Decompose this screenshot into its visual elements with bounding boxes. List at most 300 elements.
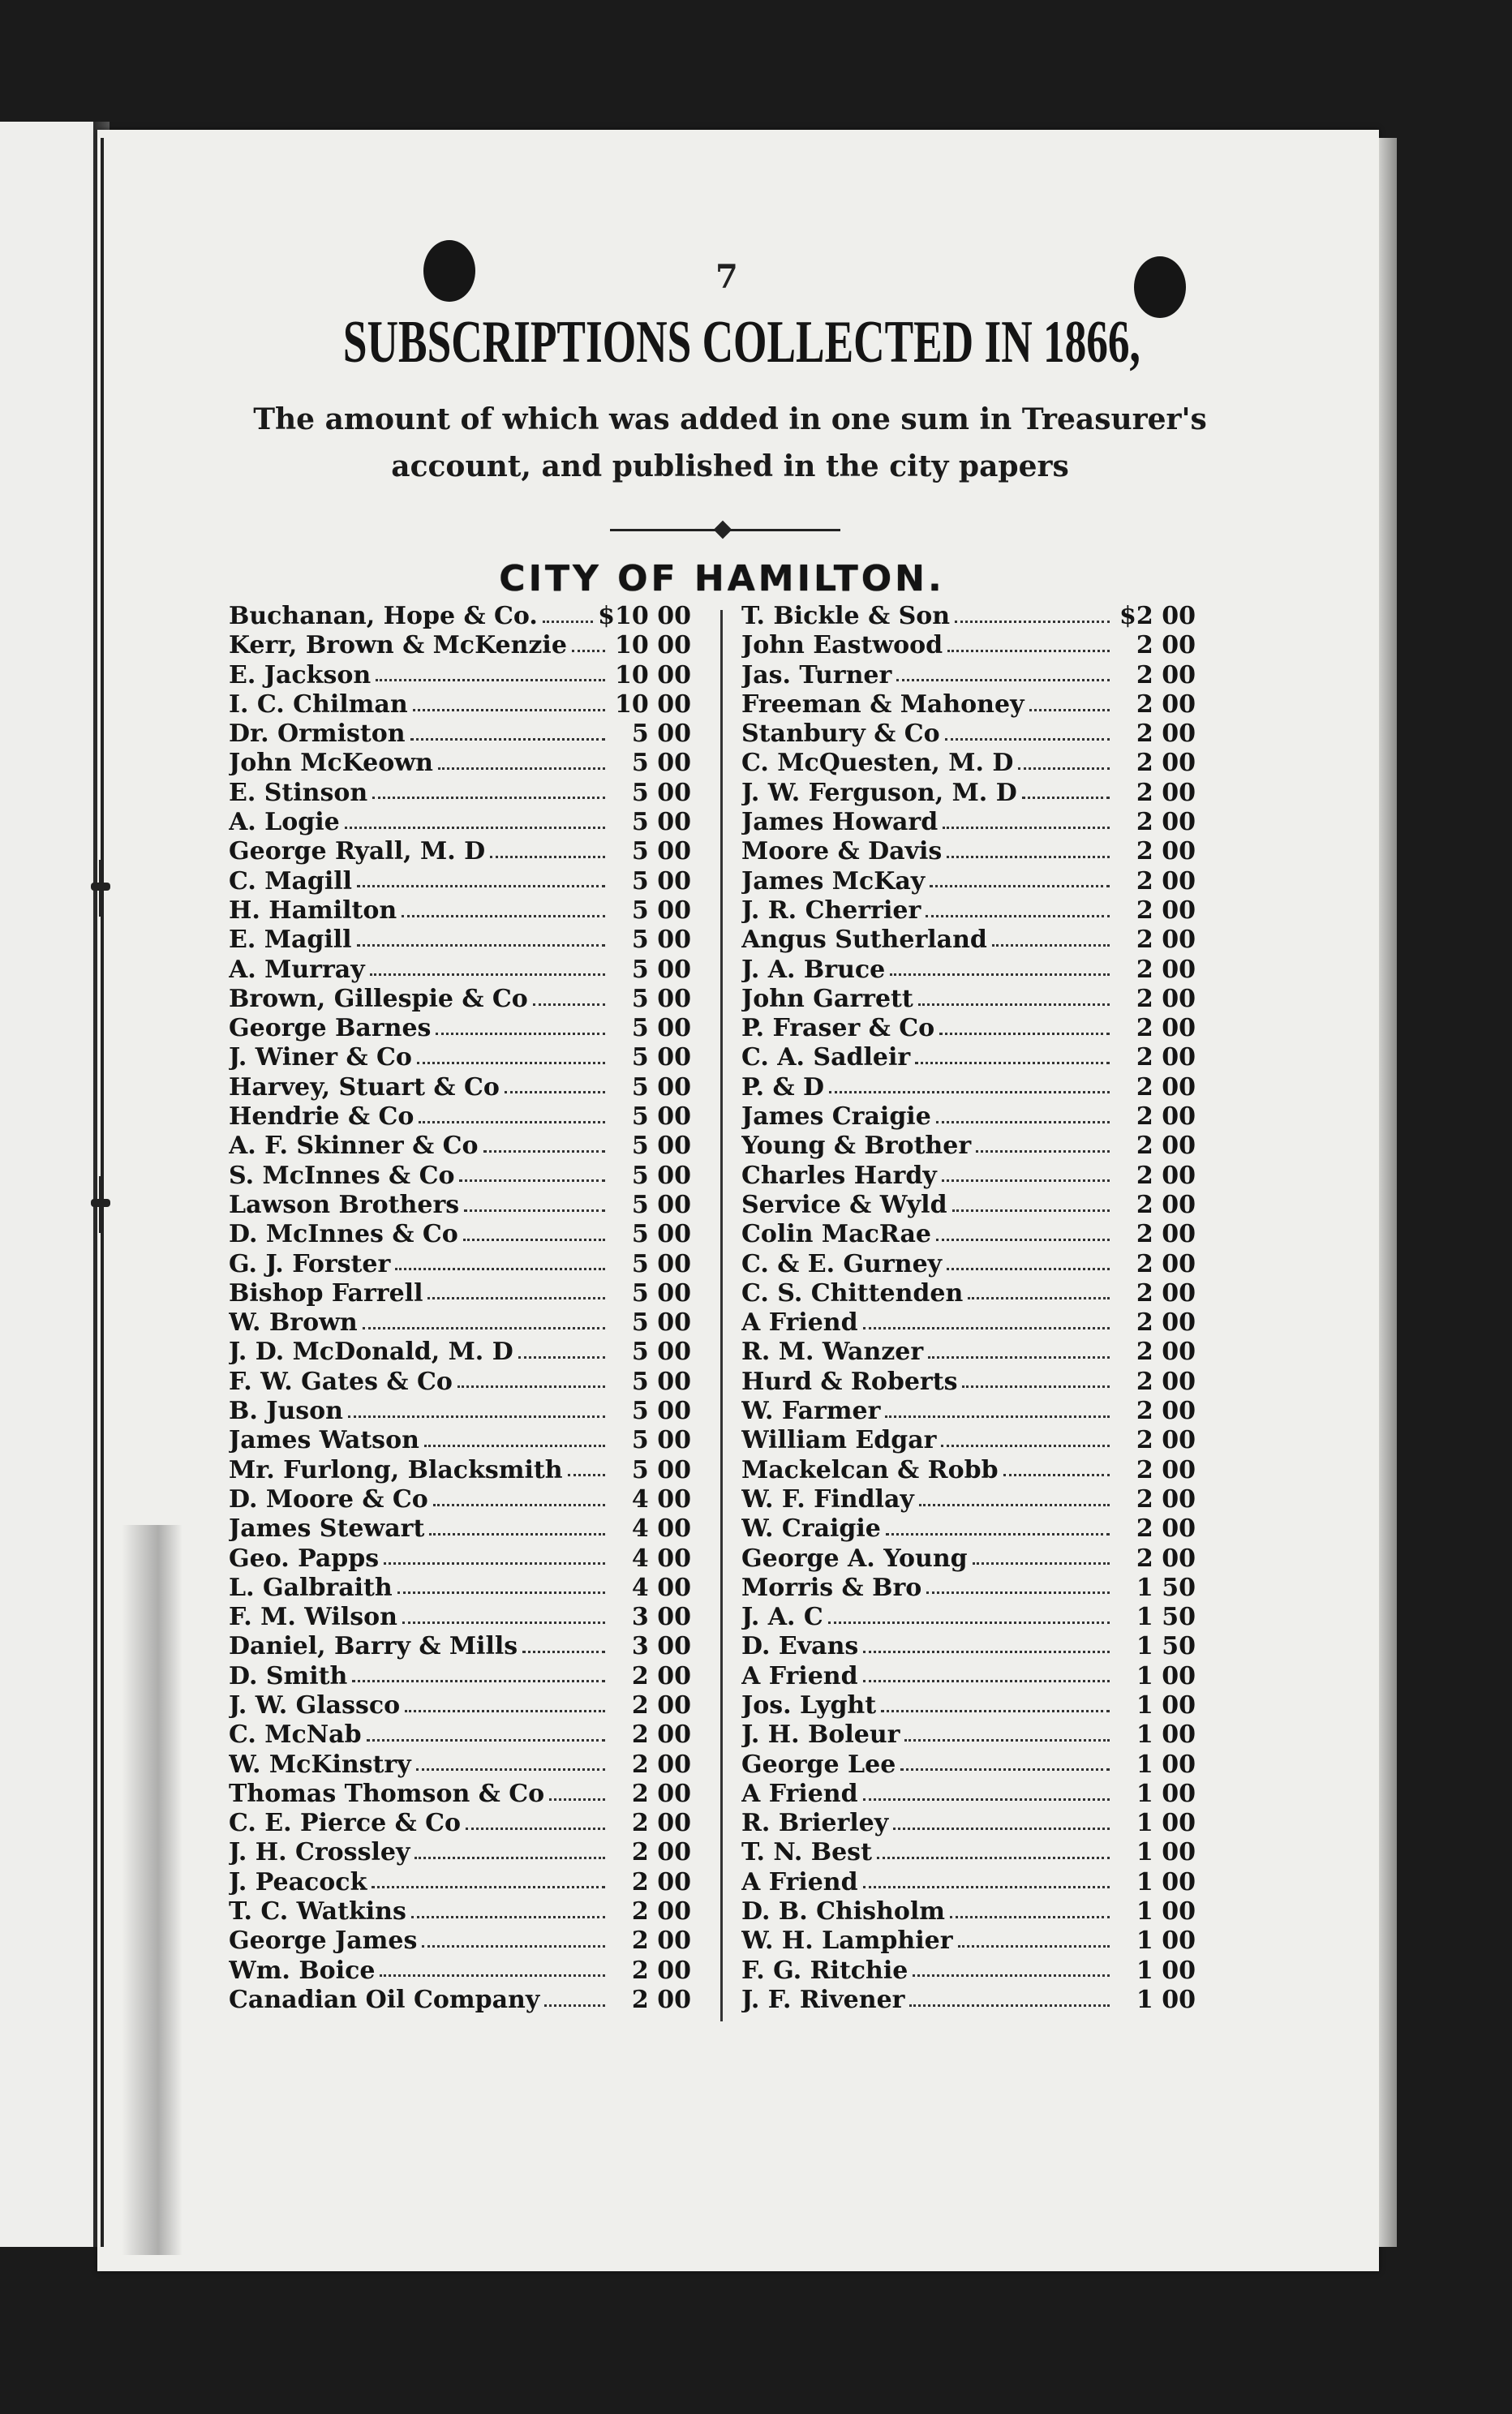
subscription-amount: 1 50	[1136, 1632, 1196, 1661]
subscriber-name: J. Winer & Co	[229, 1043, 412, 1072]
subscriber-name: C. S. Chittenden	[741, 1278, 964, 1308]
subscription-row	[741, 1102, 1196, 1132]
leader-dots	[384, 1553, 605, 1565]
leader-dots	[885, 1406, 1110, 1418]
subscription-amount: 2 00	[1136, 896, 1196, 925]
subscription-amount: 5 00	[631, 984, 691, 1013]
subscription-row	[741, 1308, 1196, 1338]
page-title-text: SUBSCRIPTIONS COLLECTED IN 1866,	[342, 309, 1140, 376]
subscription-row	[229, 1368, 691, 1397]
subscription-amount: 2 00	[1136, 1190, 1196, 1219]
leader-dots	[955, 611, 1110, 623]
subscription-row	[741, 779, 1196, 808]
page-number: 7	[715, 258, 738, 296]
subscriber-name: Service & Wyld	[741, 1190, 947, 1219]
leader-dots	[945, 728, 1110, 741]
subscription-row	[229, 1544, 691, 1574]
leader-dots	[372, 1876, 605, 1888]
subscription-amount: 5 00	[631, 749, 691, 778]
subscription-row	[229, 1220, 691, 1249]
subscription-list-right	[741, 602, 1196, 2015]
leader-dots	[438, 758, 605, 770]
leader-dots	[1018, 758, 1110, 770]
leader-dots	[962, 1376, 1110, 1388]
subscription-amount: 2 00	[1136, 1278, 1196, 1308]
leader-dots	[863, 1670, 1110, 1682]
leader-dots	[943, 817, 1110, 829]
leader-dots	[947, 1258, 1110, 1270]
subscription-row	[229, 1397, 691, 1426]
subscription-amount: 2 00	[1136, 1338, 1196, 1367]
subscription-row	[229, 602, 691, 631]
subscriber-name: J. D. McDonald, M. D	[229, 1338, 513, 1367]
leader-dots	[422, 1935, 605, 1948]
leader-dots	[968, 1287, 1110, 1299]
leader-dots	[395, 1258, 605, 1270]
page-edge	[1379, 138, 1397, 2247]
subscriber-name: James Howard	[741, 808, 939, 837]
subscription-row	[741, 896, 1196, 926]
subscription-amount: 2 00	[1136, 719, 1196, 749]
subscription-amount: 2 00	[631, 1661, 691, 1690]
subscription-amount: 2 00	[1136, 1514, 1196, 1544]
leader-dots	[958, 1935, 1110, 1948]
subscription-amount: 1 00	[1136, 1690, 1196, 1720]
subscription-row	[741, 1926, 1196, 1956]
subscription-amount: 5 00	[631, 808, 691, 837]
subscriber-name: J. A. Bruce	[741, 955, 886, 984]
leader-dots	[345, 817, 605, 829]
subscription-row	[741, 1191, 1196, 1220]
subscription-amount: 2 00	[1136, 1043, 1196, 1072]
subscription-amount: 1 50	[1136, 1603, 1196, 1632]
subscription-amount: 2 00	[1136, 1072, 1196, 1102]
subscription-amount: 3 00	[631, 1603, 691, 1632]
subscription-row	[229, 956, 691, 985]
subscription-row	[741, 956, 1196, 985]
leader-dots	[410, 728, 605, 741]
leader-dots	[352, 1670, 605, 1682]
subscription-amount: 1 00	[1136, 1897, 1196, 1926]
leader-dots	[941, 1435, 1110, 1447]
subscription-row	[741, 1957, 1196, 1986]
subscriber-name: Freeman & Mahoney	[741, 689, 1024, 719]
subscription-row	[741, 1544, 1196, 1574]
subscription-row	[229, 867, 691, 896]
subscriber-name: James Craigie	[741, 1102, 931, 1132]
subscription-row	[741, 1838, 1196, 1867]
leader-dots	[952, 1200, 1110, 1212]
subscription-amount: 2 00	[1136, 1484, 1196, 1514]
subscription-row	[741, 1868, 1196, 1897]
subscription-amount: 2 00	[1136, 1014, 1196, 1043]
subscription-amount: 4 00	[631, 1544, 691, 1573]
subscription-row	[741, 1132, 1196, 1161]
subscription-amount: 2 00	[1136, 808, 1196, 837]
subscription-row	[229, 808, 691, 837]
leader-dots	[947, 640, 1110, 652]
subscription-amount: 2 00	[1136, 1544, 1196, 1573]
subscription-amount: $10 00	[598, 602, 691, 630]
leader-dots	[863, 1317, 1110, 1329]
leader-dots	[533, 994, 605, 1006]
subscriber-name: W. Farmer	[741, 1397, 881, 1426]
subscriber-name: Kerr, Brown & McKenzie	[229, 631, 567, 660]
subscription-row	[229, 1574, 691, 1603]
leader-dots	[357, 875, 605, 887]
subscription-amount: 1 00	[1136, 1867, 1196, 1896]
subscriber-name: E. Jackson	[229, 660, 372, 689]
subscription-row	[741, 1780, 1196, 1809]
subscriber-name: Young & Brother	[741, 1132, 972, 1161]
subscription-amount: 5 00	[631, 1455, 691, 1484]
subscription-amount: 5 00	[631, 1220, 691, 1249]
subscription-amount: 2 00	[631, 1690, 691, 1720]
subscription-row	[229, 719, 691, 749]
subscriber-name: John Eastwood	[741, 631, 943, 660]
subscriber-name: J. H. Boleur	[741, 1720, 900, 1750]
leader-dots	[926, 905, 1110, 917]
subscription-amount: 3 00	[631, 1632, 691, 1661]
leader-dots	[918, 994, 1110, 1006]
subscription-amount: 2 00	[1136, 1397, 1196, 1426]
subscription-amount: 4 00	[631, 1573, 691, 1602]
leader-dots	[518, 1347, 605, 1359]
subscription-amount: 5 00	[631, 926, 691, 955]
subscriber-name: E. Stinson	[229, 778, 368, 807]
subscriber-name: Colin MacRae	[741, 1220, 931, 1249]
subscription-amount: 2 00	[1136, 1102, 1196, 1132]
subscription-row	[741, 631, 1196, 660]
subscription-amount: 1 50	[1136, 1573, 1196, 1602]
subscription-amount: 2 00	[631, 1897, 691, 1926]
subscription-amount: 2 00	[631, 1750, 691, 1779]
subscriber-name: L. Galbraith	[229, 1573, 393, 1602]
subscriber-name: D. Evans	[741, 1632, 859, 1661]
subscriber-name: Dr. Ormiston	[229, 719, 406, 749]
leader-dots	[549, 1789, 605, 1801]
subscription-amount: 2 00	[631, 1956, 691, 1985]
subscriber-name: B. Juson	[229, 1397, 343, 1426]
leader-dots	[877, 1847, 1110, 1859]
leader-dots	[973, 1553, 1110, 1565]
subscription-amount: 2 00	[1136, 837, 1196, 866]
subscription-row	[229, 837, 691, 866]
subscription-row	[229, 1838, 691, 1867]
leader-dots	[863, 1789, 1110, 1801]
subscription-row	[229, 1132, 691, 1161]
subscription-row	[229, 1279, 691, 1308]
leader-dots	[402, 905, 605, 917]
subscriber-name: Thomas Thomson & Co	[229, 1779, 545, 1808]
subscriber-name: Hendrie & Co	[229, 1102, 415, 1132]
subscription-row	[229, 1720, 691, 1750]
subscription-row	[741, 867, 1196, 896]
subscription-amount: 2 00	[631, 1838, 691, 1867]
subscriber-name: E. Magill	[229, 926, 352, 955]
subscription-amount: 1 00	[1136, 1779, 1196, 1808]
page-title	[292, 308, 1192, 377]
leader-dots	[1029, 699, 1110, 711]
subscription-row	[229, 926, 691, 955]
subtitle-line: account, and published in the city papers	[391, 449, 1069, 483]
subscription-row	[741, 1574, 1196, 1603]
subscriber-name: I. C. Chilman	[229, 689, 408, 719]
leader-dots	[893, 1818, 1110, 1830]
subscription-row	[741, 1162, 1196, 1191]
subscription-amount: 2 00	[1136, 984, 1196, 1013]
subscription-amount: 1 00	[1136, 1661, 1196, 1690]
subscriber-name: W. McKinstry	[229, 1750, 411, 1779]
subscription-list-left	[229, 602, 691, 2015]
subscription-amount: 1 00	[1136, 1838, 1196, 1867]
subscriber-name: A Friend	[741, 1661, 858, 1690]
leader-dots	[457, 1376, 605, 1388]
subscription-row	[229, 896, 691, 926]
subscriber-name: J. R. Cherrier	[741, 896, 921, 925]
subscription-row	[741, 690, 1196, 719]
subscription-amount: 1 00	[1136, 1926, 1196, 1956]
subscription-amount: 5 00	[631, 1190, 691, 1219]
leader-dots	[402, 1612, 605, 1624]
subscriber-name: James McKay	[741, 866, 926, 896]
subscription-amount: 2 00	[631, 1720, 691, 1750]
subscription-amount: 2 00	[1136, 689, 1196, 719]
leader-dots	[926, 1582, 1110, 1594]
subscription-row	[741, 1220, 1196, 1249]
subscription-amount: 5 00	[631, 837, 691, 866]
leader-dots	[483, 1140, 605, 1153]
leader-dots	[886, 1523, 1110, 1536]
subscriber-name: George A. Young	[741, 1544, 968, 1573]
subscription-amount: 5 00	[631, 1102, 691, 1132]
subscriber-name: Stanbury & Co	[741, 719, 940, 749]
subscription-row	[229, 1750, 691, 1780]
subscription-amount: 5 00	[631, 1249, 691, 1278]
stitch-mark	[91, 1176, 110, 1233]
leader-dots	[930, 875, 1110, 887]
leader-dots	[522, 1641, 605, 1653]
subscription-amount: 2 00	[631, 1809, 691, 1838]
leader-dots	[572, 640, 605, 652]
leader-dots	[427, 1287, 605, 1299]
subscription-amount: 2 00	[1136, 1220, 1196, 1249]
subscription-row	[741, 719, 1196, 749]
gutter-shadow	[122, 1525, 183, 2255]
subscriber-name: Morris & Bro	[741, 1573, 922, 1602]
subscription-row	[229, 1485, 691, 1514]
leader-dots	[942, 1170, 1110, 1182]
subscriber-name: J. W. Ferguson, M. D	[741, 778, 1017, 807]
subscriber-name: A. F. Skinner & Co	[229, 1132, 479, 1161]
leader-dots	[415, 1847, 605, 1859]
subscription-amount: 2 00	[1136, 1249, 1196, 1278]
subscription-row	[229, 985, 691, 1014]
subscriber-name: Bishop Farrell	[229, 1278, 423, 1308]
subscription-row	[229, 1986, 691, 2015]
subscriber-name: Angus Sutherland	[741, 926, 987, 955]
subscription-amount: 2 00	[1136, 955, 1196, 984]
subscriber-name: Jos. Lyght	[741, 1690, 877, 1720]
subscription-row	[229, 1809, 691, 1838]
subscriber-name: James Watson	[229, 1426, 419, 1455]
subscriber-name: George Barnes	[229, 1014, 432, 1043]
subscription-amount: 2 00	[631, 1867, 691, 1896]
subscriber-name: W. Brown	[229, 1308, 358, 1338]
subscription-amount: 5 00	[631, 1367, 691, 1396]
subscription-amount: 2 00	[1136, 1161, 1196, 1190]
subscription-amount: 5 00	[631, 1338, 691, 1367]
leader-dots	[490, 846, 605, 858]
subscription-row	[229, 1514, 691, 1544]
subscriber-name: D. Smith	[229, 1661, 348, 1690]
column-divider	[720, 610, 723, 2021]
subscription-amount: 2 00	[1136, 631, 1196, 660]
subscription-row	[229, 1073, 691, 1102]
subscriber-name: G. J. Forster	[229, 1249, 391, 1278]
subscription-row	[741, 749, 1196, 778]
subscriber-name: P. Fraser & Co	[741, 1014, 935, 1043]
subscription-amount: 5 00	[631, 955, 691, 984]
leader-dots	[464, 1200, 605, 1212]
leader-dots	[543, 611, 593, 623]
subscription-amount: 2 00	[1136, 749, 1196, 778]
subscriber-name: Mackelcan & Robb	[741, 1455, 999, 1484]
subscription-amount: 2 00	[1136, 1132, 1196, 1161]
subscription-row	[741, 1691, 1196, 1720]
leader-dots	[363, 1317, 605, 1329]
leader-dots	[376, 669, 605, 681]
leader-dots	[380, 1965, 605, 1977]
leader-dots	[1022, 787, 1110, 799]
subscription-row	[741, 1662, 1196, 1691]
leader-dots	[413, 699, 605, 711]
subscription-amount: 2 00	[1136, 778, 1196, 807]
subscription-row	[741, 926, 1196, 955]
subscriber-name: T. N. Best	[741, 1838, 872, 1867]
subscription-row	[229, 1632, 691, 1661]
subscriber-name: Mr. Furlong, Blacksmith	[229, 1455, 563, 1484]
subscriber-name: George James	[229, 1926, 418, 1956]
leader-dots	[863, 1641, 1110, 1653]
leader-dots	[357, 934, 605, 947]
leader-dots	[863, 1876, 1110, 1888]
subscription-amount: 1 00	[1136, 1956, 1196, 1985]
subscription-amount: 5 00	[631, 1426, 691, 1455]
subscriber-name: C. Magill	[229, 866, 353, 896]
subscription-amount: 5 00	[631, 1132, 691, 1161]
subscriber-name: W. F. Findlay	[741, 1484, 914, 1514]
subscription-row	[741, 1632, 1196, 1661]
subscriber-name: J. F. Rivener	[741, 1985, 905, 2014]
subscription-amount: 2 00	[1136, 926, 1196, 955]
subscription-amount: 5 00	[631, 1397, 691, 1426]
leader-dots	[828, 1612, 1110, 1624]
leader-dots	[919, 1494, 1110, 1506]
subscription-row	[229, 1308, 691, 1338]
subscriber-name: F. G. Ritchie	[741, 1956, 908, 1985]
subscription-row	[741, 1986, 1196, 2015]
leader-dots	[568, 1464, 605, 1476]
leader-dots	[992, 934, 1110, 947]
leader-dots	[466, 1818, 605, 1830]
subscription-amount: 1 00	[1136, 1720, 1196, 1750]
subscription-row	[229, 1191, 691, 1220]
subscriber-name: P. & D	[741, 1072, 825, 1102]
subscriber-name: A. Logie	[229, 808, 340, 837]
subscriber-name: C. McQuesten, M. D	[741, 749, 1014, 778]
leader-dots	[436, 1023, 605, 1035]
leader-dots	[904, 1729, 1110, 1742]
subscription-amount: 5 00	[631, 1308, 691, 1338]
subscriber-name: John Garrett	[741, 984, 913, 1013]
subtitle-line: The amount of which was added in one sum in Treasurer's	[253, 402, 1207, 436]
subscriber-name: A. Murray	[229, 955, 365, 984]
subscriber-name: W. Craigie	[741, 1514, 881, 1544]
subscription-amount: $2 00	[1119, 602, 1196, 630]
leader-dots	[976, 1140, 1110, 1153]
subscription-row	[741, 1485, 1196, 1514]
leader-dots	[939, 1023, 1110, 1035]
subscriber-name: J. W. Glassco	[229, 1690, 401, 1720]
subscriber-name: S. McInnes & Co	[229, 1161, 455, 1190]
leader-dots	[417, 1052, 605, 1064]
subscription-row	[741, 837, 1196, 866]
leader-dots	[419, 1111, 605, 1123]
subscriber-name: C. McNab	[229, 1720, 362, 1750]
leader-dots	[890, 964, 1110, 976]
subscriber-name: R. Brierley	[741, 1809, 889, 1838]
subscription-row	[229, 1250, 691, 1279]
subscription-amount: 2 00	[1136, 1308, 1196, 1338]
leader-dots	[950, 1906, 1110, 1918]
subscription-amount: 2 00	[1136, 660, 1196, 689]
subscription-row	[229, 1162, 691, 1191]
subscription-row	[229, 1691, 691, 1720]
subscriber-name: Buchanan, Hope & Co.	[229, 602, 538, 630]
subscriber-name: H. Hamilton	[229, 896, 397, 925]
subscription-row	[741, 1250, 1196, 1279]
subscriber-name: Wm. Boice	[229, 1956, 376, 1985]
subscription-row	[741, 1750, 1196, 1780]
subscriber-name: A Friend	[741, 1779, 858, 1808]
leader-dots	[348, 1406, 605, 1418]
subscription-amount: 1 00	[1136, 1750, 1196, 1779]
subscription-amount: 2 00	[1136, 1367, 1196, 1396]
subscriber-name: George Ryall, M. D	[229, 837, 486, 866]
subscription-row	[741, 602, 1196, 631]
subscription-row	[229, 1014, 691, 1043]
leader-dots	[881, 1700, 1110, 1712]
subscriber-name: Canadian Oil Company	[229, 1985, 540, 2014]
subscription-row	[229, 1662, 691, 1691]
subscription-row	[229, 690, 691, 719]
leader-dots	[915, 1052, 1110, 1064]
subscription-amount: 10 00	[615, 689, 691, 719]
subscription-row	[741, 808, 1196, 837]
subscription-row	[741, 1809, 1196, 1838]
leader-dots	[936, 1229, 1110, 1241]
subscriber-name: R. M. Wanzer	[741, 1338, 924, 1367]
leader-dots	[900, 1759, 1110, 1771]
subscription-row	[229, 1868, 691, 1897]
page-subtitle	[227, 396, 1233, 490]
leader-dots	[928, 1347, 1110, 1359]
subscription-row	[229, 1426, 691, 1455]
subscription-amount: 10 00	[615, 631, 691, 660]
leader-dots	[459, 1170, 605, 1182]
subscription-amount: 4 00	[631, 1484, 691, 1514]
